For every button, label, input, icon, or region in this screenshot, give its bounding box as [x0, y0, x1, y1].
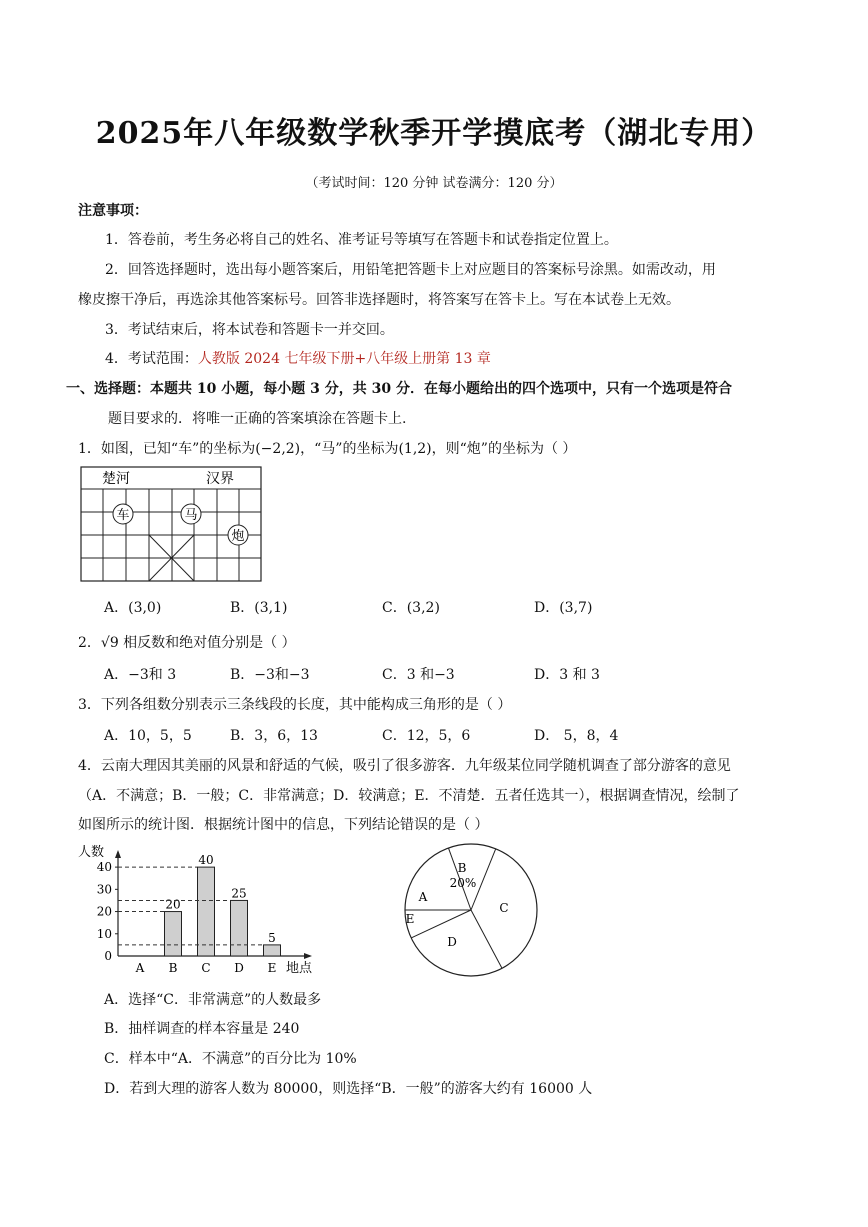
q2-option-a[interactable]: A．−3和 3 — [104, 667, 177, 683]
pie-slice-label: D — [447, 935, 457, 949]
q4-option-b[interactable]: B．抽样调查的样本容量是 240 — [104, 1021, 300, 1037]
note-item-2: 2．回答选择题时，选出每小题答案后，用铅笔把答题卡上对应题目的答案标号涂黑。如需改动，用 — [105, 262, 716, 278]
q1-stem: 1．如图，已知“车”的坐标为(−2,2)，“马”的坐标为(1,2)，则“炮”的坐标为（ ） — [78, 441, 577, 457]
y-axis-arrow — [115, 850, 121, 858]
q1-option-c[interactable]: C．(3,2) — [382, 600, 440, 616]
y-tick-label: 40 — [96, 860, 112, 875]
x-tick-label: A — [135, 961, 145, 975]
pie-slice-label: A — [418, 890, 428, 904]
q4-option-a[interactable]: A．选择“C．非常满意”的人数最多 — [104, 992, 322, 1008]
bar-chart-ylabel: 人数 — [78, 845, 105, 860]
q2-option-d[interactable]: D．3 和 3 — [534, 667, 600, 683]
pie-chart — [396, 842, 546, 982]
q4-stem-line3: 如图所示的统计图．根据统计图中的信息，下列结论错误的是（ ） — [78, 817, 489, 833]
section-heading-cont: 题目要求的．将唯一正确的答案填涂在答题卡上. — [108, 411, 407, 427]
q3-stem: 3．下列各组数分别表示三条线段的长度，其中能构成三角形的是（ ） — [78, 697, 512, 713]
y-tick-label: 20 — [96, 904, 112, 919]
q4-stem-line1: 4．云南大理因其美丽的风景和舒适的气候，吸引了很多游客．九年级某位同学随机调查了部分游客的意见 — [78, 758, 731, 774]
y-tick-label: 30 — [96, 882, 112, 897]
bar — [231, 900, 248, 956]
piece-pao-label: 炮 — [231, 529, 245, 544]
q1-option-d[interactable]: D．(3,7) — [534, 600, 593, 616]
exam-range: 人教版 2024 七年级下册+八年级上册第 13 章 — [197, 351, 491, 367]
q4-option-d[interactable]: D．若到大理的游客人数为 80000，则选择“B．一般”的游客大约有 16000 人 — [104, 1081, 593, 1097]
note-item-4-label: 4．考试范围： — [105, 351, 198, 367]
river-right-label: 汉界 — [206, 471, 234, 487]
note-item-1: 1．答卷前，考生务必将自己的姓名、准考证号等填写在答题卡和试卷指定位置上。 — [105, 232, 618, 248]
pie-slice-label: E — [405, 912, 415, 926]
bar-chart-xlabel: 地点 — [286, 961, 313, 976]
y-tick-label: 10 — [96, 926, 112, 941]
notes-heading: 注意事项： — [78, 203, 148, 219]
q3-option-b[interactable]: B．3，6，13 — [230, 728, 318, 744]
exam-info: （考试时间：120 分钟 试卷满分：120 分） — [305, 176, 563, 191]
bar-data-label: 40 — [198, 853, 214, 868]
pie-slice-label: C — [499, 901, 509, 915]
y-tick-label: 0 — [104, 949, 112, 963]
q3-option-d[interactable]: D． 5，8，4 — [534, 728, 619, 744]
bar — [264, 945, 281, 956]
x-tick-label: E — [267, 961, 277, 975]
x-tick-label: C — [201, 961, 211, 975]
pie-annotation-percent: 20% — [449, 876, 477, 890]
section-heading: 一、选择题：本题共 10 小题，每小题 3 分，共 30 分．在每小题给出的四个选项中，只有一个选项是符合 — [66, 381, 732, 397]
piece-ma-label: 马 — [184, 508, 198, 523]
q4-option-c[interactable]: C．样本中“A．不满意”的百分比为 10% — [104, 1051, 357, 1067]
bar-chart — [74, 842, 324, 977]
q1-option-b[interactable]: B．(3,1) — [230, 600, 288, 616]
river-left-label: 楚河 — [102, 471, 130, 487]
chessboard-figure — [80, 466, 262, 582]
x-tick-label: D — [234, 961, 244, 975]
bar-data-label: 25 — [231, 886, 247, 901]
page-title: 2025年八年级数学秋季开学摸底考（湖北专用） — [95, 116, 773, 151]
q2-option-c[interactable]: C．3 和−3 — [382, 667, 455, 683]
bar — [165, 912, 182, 956]
q3-option-a[interactable]: A．10，5，5 — [104, 728, 192, 744]
bar — [198, 867, 215, 956]
note-item-4 — [105, 348, 491, 368]
q1-option-a[interactable]: A．(3,0) — [104, 600, 162, 616]
pie-slice-label: B — [457, 861, 467, 875]
q2-stem: 2．√9 相反数和绝对值分别是（ ） — [78, 635, 296, 651]
note-item-3: 3．考试结束后，将本试卷和答题卡一并交回。 — [105, 322, 394, 338]
piece-che-label: 车 — [116, 508, 130, 523]
note-item-2-cont: 橡皮擦干净后，再选涂其他答案标号。回答非选择题时，将答案写在答卡上。写在本试卷上无效。 — [78, 292, 680, 308]
q2-option-b[interactable]: B．−3和−3 — [230, 667, 310, 683]
bar-data-label: 20 — [165, 897, 181, 912]
q4-stem-line2: （A．不满意；B．一般；C．非常满意；D．较满意；E．不清楚．五者任选其一），根据调查情况，绘制了 — [78, 788, 740, 804]
q3-option-c[interactable]: C．12，5，6 — [382, 728, 471, 744]
x-axis-arrow — [304, 953, 312, 959]
bar-data-label: 5 — [268, 930, 276, 945]
x-tick-label: B — [168, 961, 178, 975]
